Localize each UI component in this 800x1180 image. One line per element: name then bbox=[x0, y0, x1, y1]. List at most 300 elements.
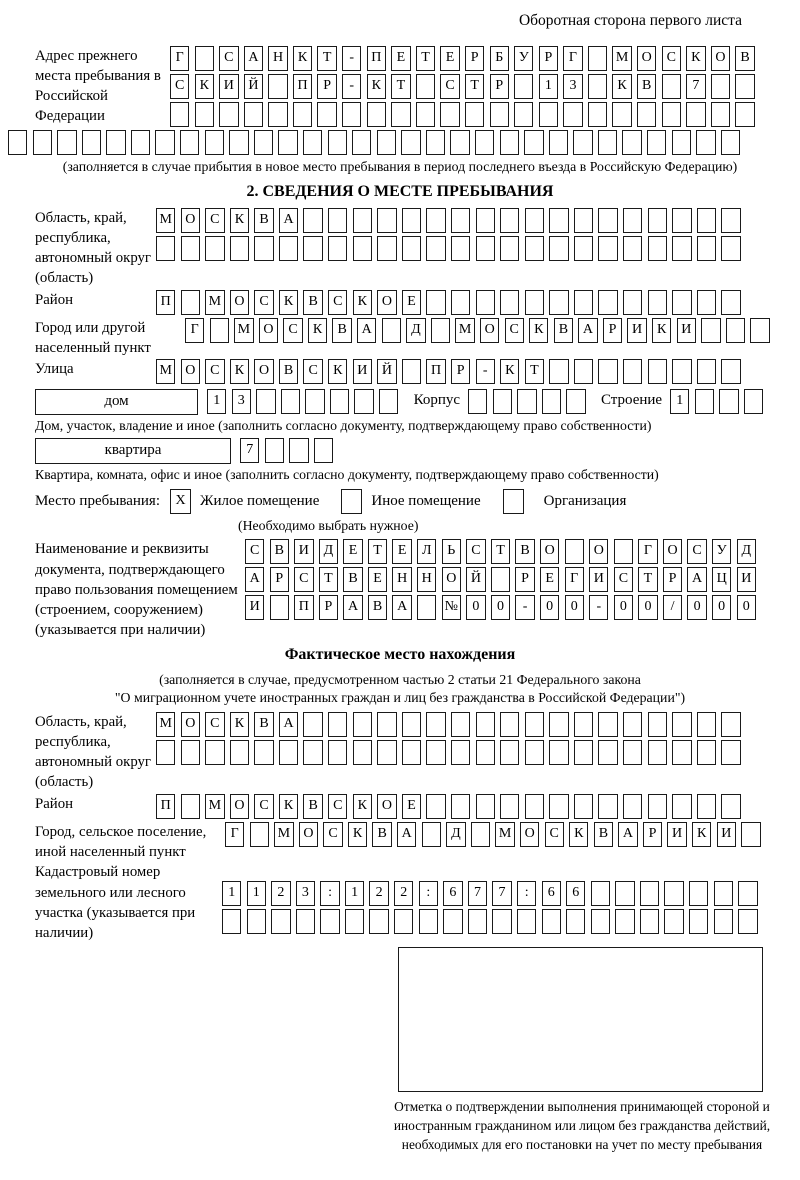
document-row-2 bbox=[245, 567, 761, 592]
char-cell: Р bbox=[465, 46, 484, 71]
char-cell: - bbox=[515, 595, 534, 620]
char-cell bbox=[33, 130, 52, 155]
char-cell: - bbox=[342, 74, 361, 99]
char-cell bbox=[588, 74, 607, 99]
char-cell: К bbox=[500, 359, 519, 384]
char-cell bbox=[205, 740, 224, 765]
actual-location-title: Фактическое место нахождения bbox=[284, 645, 516, 663]
char-cell: Е bbox=[391, 46, 410, 71]
header-note: Оборотная сторона первого листа bbox=[518, 12, 742, 29]
char-cell bbox=[721, 236, 740, 261]
char-cell: С bbox=[245, 539, 264, 564]
char-cell: Й bbox=[466, 567, 485, 592]
char-cell bbox=[254, 740, 273, 765]
char-cell bbox=[500, 208, 519, 233]
char-cell: : bbox=[517, 881, 536, 906]
char-cell bbox=[591, 881, 610, 906]
city-row bbox=[185, 318, 775, 343]
char-cell: С bbox=[545, 822, 564, 847]
char-cell: С bbox=[170, 74, 189, 99]
char-cell bbox=[181, 794, 200, 819]
char-cell bbox=[598, 794, 617, 819]
char-cell bbox=[614, 539, 633, 564]
char-cell bbox=[328, 740, 347, 765]
char-cell: М bbox=[612, 46, 631, 71]
char-cell bbox=[735, 74, 754, 99]
char-cell bbox=[493, 389, 512, 414]
street-block bbox=[0, 359, 800, 387]
char-cell: У bbox=[712, 539, 731, 564]
char-cell bbox=[598, 740, 617, 765]
char-cell bbox=[270, 595, 289, 620]
char-cell bbox=[170, 102, 189, 127]
char-cell bbox=[281, 389, 300, 414]
char-cell: С bbox=[254, 290, 273, 315]
char-cell bbox=[465, 102, 484, 127]
char-cell bbox=[615, 881, 634, 906]
actual-region-row-2 bbox=[156, 740, 746, 765]
char-cell bbox=[426, 290, 445, 315]
char-cell bbox=[517, 389, 536, 414]
char-cell bbox=[697, 712, 716, 737]
char-cell: М bbox=[234, 318, 253, 343]
char-cell: / bbox=[663, 595, 682, 620]
char-cell bbox=[549, 290, 568, 315]
char-cell bbox=[379, 389, 398, 414]
char-cell bbox=[664, 909, 683, 934]
char-cell bbox=[156, 740, 175, 765]
char-cell: Ь bbox=[442, 539, 461, 564]
char-cell bbox=[222, 909, 241, 934]
char-cell: Р bbox=[603, 318, 622, 343]
char-cell: И bbox=[589, 567, 608, 592]
char-cell bbox=[476, 290, 495, 315]
char-cell bbox=[402, 236, 421, 261]
char-cell: Р bbox=[451, 359, 470, 384]
char-cell: Р bbox=[490, 74, 509, 99]
char-cell bbox=[468, 389, 487, 414]
char-cell bbox=[402, 208, 421, 233]
city-label: Город или другой населенный пункт bbox=[35, 320, 151, 357]
char-cell: И bbox=[717, 822, 736, 847]
char-cell: И bbox=[737, 567, 756, 592]
char-cell bbox=[711, 74, 730, 99]
char-cell: В bbox=[303, 290, 322, 315]
char-cell bbox=[278, 130, 297, 155]
char-cell: К bbox=[279, 794, 298, 819]
char-cell: К bbox=[293, 46, 312, 71]
char-cell bbox=[500, 236, 519, 261]
char-cell bbox=[416, 74, 435, 99]
char-cell bbox=[637, 102, 656, 127]
char-cell bbox=[539, 102, 558, 127]
char-cell: Р bbox=[643, 822, 662, 847]
char-cell bbox=[468, 909, 487, 934]
char-cell: Д bbox=[737, 539, 756, 564]
char-cell: К bbox=[529, 318, 548, 343]
char-cell bbox=[525, 236, 544, 261]
char-cell bbox=[726, 318, 745, 343]
char-cell bbox=[303, 130, 322, 155]
char-cell bbox=[426, 740, 445, 765]
char-cell: А bbox=[392, 595, 411, 620]
char-cell bbox=[451, 208, 470, 233]
char-cell bbox=[210, 318, 229, 343]
char-cell: А bbox=[618, 822, 637, 847]
char-cell bbox=[672, 130, 691, 155]
char-cell: Г bbox=[225, 822, 244, 847]
char-cell: В bbox=[372, 822, 391, 847]
char-cell bbox=[525, 740, 544, 765]
char-cell: О bbox=[377, 794, 396, 819]
char-cell: Д bbox=[446, 822, 465, 847]
char-cell bbox=[353, 236, 372, 261]
char-cell bbox=[451, 236, 470, 261]
region-row-1 bbox=[156, 208, 746, 233]
char-cell: - bbox=[342, 46, 361, 71]
char-cell: - bbox=[476, 359, 495, 384]
document-row-3 bbox=[245, 595, 761, 620]
char-cell: С bbox=[205, 712, 224, 737]
char-cell: 1 bbox=[539, 74, 558, 99]
char-cell bbox=[317, 102, 336, 127]
char-cell: С bbox=[614, 567, 633, 592]
region-row-2 bbox=[156, 236, 746, 261]
cadastre-grids bbox=[222, 881, 763, 937]
char-cell: Г bbox=[565, 567, 584, 592]
char-cell bbox=[328, 130, 347, 155]
char-cell bbox=[426, 208, 445, 233]
char-cell: О bbox=[377, 290, 396, 315]
char-cell: Г bbox=[170, 46, 189, 71]
char-cell bbox=[640, 881, 659, 906]
char-cell: О bbox=[259, 318, 278, 343]
char-cell bbox=[549, 740, 568, 765]
char-cell bbox=[451, 290, 470, 315]
char-cell bbox=[345, 909, 364, 934]
char-cell: 0 bbox=[712, 595, 731, 620]
char-cell: 7 bbox=[468, 881, 487, 906]
char-cell: В bbox=[368, 595, 387, 620]
char-cell: Е bbox=[440, 46, 459, 71]
char-cell bbox=[689, 881, 708, 906]
char-cell bbox=[476, 740, 495, 765]
char-cell: В bbox=[332, 318, 351, 343]
char-cell bbox=[721, 290, 740, 315]
char-cell: К bbox=[692, 822, 711, 847]
cadastre-row-1 bbox=[222, 881, 763, 906]
char-cell bbox=[662, 74, 681, 99]
char-cell bbox=[738, 881, 757, 906]
char-cell: М bbox=[455, 318, 474, 343]
cadastre-label: Кадастровый номер земельного или лесного участка (указывается при наличии) bbox=[35, 864, 196, 941]
char-cell bbox=[289, 438, 308, 463]
char-cell: К bbox=[230, 359, 249, 384]
char-cell: 0 bbox=[614, 595, 633, 620]
district-block bbox=[0, 290, 800, 318]
char-cell bbox=[588, 46, 607, 71]
checkbox-organization bbox=[503, 489, 524, 514]
char-cell: С bbox=[328, 290, 347, 315]
char-cell bbox=[419, 909, 438, 934]
cadastre-block bbox=[0, 862, 800, 942]
char-cell: П bbox=[156, 794, 175, 819]
char-cell: К bbox=[348, 822, 367, 847]
prev-address-row-4 bbox=[0, 130, 800, 155]
char-cell: Е bbox=[343, 539, 362, 564]
char-cell bbox=[598, 290, 617, 315]
district-label: Район bbox=[35, 292, 74, 309]
char-cell: С bbox=[687, 539, 706, 564]
char-cell: Т bbox=[319, 567, 338, 592]
apartment-cells bbox=[240, 438, 338, 463]
char-cell bbox=[230, 740, 249, 765]
prev-address-caption: (заполняется в случае прибытия в новое место пребывания в период последнего въезда в Российскую Федерацию) bbox=[62, 159, 738, 174]
char-cell bbox=[131, 130, 150, 155]
char-cell: К bbox=[195, 74, 214, 99]
char-cell bbox=[563, 102, 582, 127]
char-cell bbox=[450, 130, 469, 155]
char-cell bbox=[623, 359, 642, 384]
char-cell bbox=[696, 130, 715, 155]
option-organization-label: Организация bbox=[543, 492, 627, 509]
char-cell bbox=[623, 740, 642, 765]
char-cell: О bbox=[181, 712, 200, 737]
char-cell bbox=[268, 74, 287, 99]
house-line bbox=[0, 389, 800, 417]
char-cell bbox=[574, 712, 593, 737]
char-cell bbox=[672, 236, 691, 261]
char-cell bbox=[525, 794, 544, 819]
actual-city-label: Город, сельское поселение, иной населенный пункт bbox=[35, 824, 207, 861]
char-cell: Л bbox=[417, 539, 436, 564]
char-cell bbox=[352, 130, 371, 155]
char-cell: М bbox=[495, 822, 514, 847]
char-cell: В bbox=[279, 359, 298, 384]
char-cell bbox=[354, 389, 373, 414]
char-cell: Р bbox=[539, 46, 558, 71]
char-cell bbox=[8, 130, 27, 155]
char-cell: Д bbox=[406, 318, 425, 343]
char-cell: С bbox=[662, 46, 681, 71]
char-cell bbox=[524, 130, 543, 155]
char-cell: И bbox=[245, 595, 264, 620]
char-cell bbox=[367, 102, 386, 127]
char-cell bbox=[622, 130, 641, 155]
char-cell: О bbox=[181, 208, 200, 233]
street-row bbox=[156, 359, 746, 384]
char-cell: О bbox=[589, 539, 608, 564]
char-cell bbox=[254, 130, 273, 155]
char-cell bbox=[598, 236, 617, 261]
char-cell: 1 bbox=[345, 881, 364, 906]
char-cell bbox=[598, 359, 617, 384]
char-cell: Р bbox=[319, 595, 338, 620]
actual-city-block bbox=[0, 822, 800, 862]
char-cell bbox=[566, 909, 585, 934]
char-cell: Р bbox=[317, 74, 336, 99]
char-cell: О bbox=[299, 822, 318, 847]
char-cell: 1 bbox=[207, 389, 226, 414]
char-cell bbox=[443, 909, 462, 934]
stroenie-label: Строение bbox=[600, 391, 663, 408]
char-cell: Е bbox=[540, 567, 559, 592]
char-cell bbox=[648, 290, 667, 315]
char-cell bbox=[514, 74, 533, 99]
char-cell bbox=[265, 438, 284, 463]
char-cell: Е bbox=[392, 539, 411, 564]
char-cell bbox=[271, 909, 290, 934]
char-cell bbox=[205, 130, 224, 155]
char-cell: У bbox=[514, 46, 533, 71]
char-cell bbox=[320, 909, 339, 934]
char-cell: 0 bbox=[687, 595, 706, 620]
actual-region-label: Область, край, республика, автономный округ (область) bbox=[35, 713, 151, 791]
char-cell bbox=[648, 712, 667, 737]
char-cell bbox=[744, 389, 763, 414]
char-cell bbox=[574, 740, 593, 765]
char-cell: К bbox=[328, 359, 347, 384]
char-cell bbox=[695, 389, 714, 414]
char-cell bbox=[394, 909, 413, 934]
char-cell: 1 bbox=[247, 881, 266, 906]
char-cell bbox=[476, 712, 495, 737]
document-row-1 bbox=[245, 539, 761, 564]
char-cell: № bbox=[442, 595, 461, 620]
char-cell bbox=[525, 290, 544, 315]
prev-address-row-2 bbox=[170, 74, 760, 99]
char-cell: К bbox=[612, 74, 631, 99]
char-cell: И bbox=[219, 74, 238, 99]
char-cell bbox=[500, 130, 519, 155]
char-cell: 0 bbox=[737, 595, 756, 620]
char-cell bbox=[598, 208, 617, 233]
char-cell: К bbox=[279, 290, 298, 315]
actual-region-row-1 bbox=[156, 712, 746, 737]
char-cell: 7 bbox=[686, 74, 705, 99]
apartment-line bbox=[0, 438, 800, 466]
char-cell bbox=[247, 909, 266, 934]
char-cell: Д bbox=[319, 539, 338, 564]
char-cell: 0 bbox=[491, 595, 510, 620]
char-cell bbox=[549, 712, 568, 737]
char-cell bbox=[377, 740, 396, 765]
house-cells bbox=[207, 389, 404, 414]
char-cell bbox=[697, 359, 716, 384]
char-cell bbox=[648, 208, 667, 233]
char-cell: К bbox=[353, 290, 372, 315]
char-cell bbox=[648, 236, 667, 261]
char-cell: Т bbox=[465, 74, 484, 99]
house-caption: Дом, участок, владение и иное (заполнить согласно документу, подтверждающему право собственности) bbox=[35, 417, 652, 433]
apartment-caption: Квартира, комната, офис и иное (заполнить согласно документу, подтверждающему право собственности) bbox=[35, 466, 659, 482]
char-cell: Й bbox=[377, 359, 396, 384]
char-cell bbox=[574, 359, 593, 384]
char-cell bbox=[268, 102, 287, 127]
document-block bbox=[0, 539, 800, 640]
char-cell bbox=[721, 130, 740, 155]
char-cell bbox=[181, 740, 200, 765]
char-cell: С bbox=[219, 46, 238, 71]
char-cell bbox=[382, 318, 401, 343]
char-cell: : bbox=[419, 881, 438, 906]
char-cell bbox=[588, 102, 607, 127]
char-cell: Е bbox=[402, 794, 421, 819]
city-block bbox=[0, 318, 800, 358]
char-cell bbox=[377, 236, 396, 261]
char-cell bbox=[525, 712, 544, 737]
char-cell bbox=[156, 236, 175, 261]
confirmation-mark-box bbox=[398, 947, 763, 1092]
char-cell bbox=[721, 712, 740, 737]
char-cell: 6 bbox=[443, 881, 462, 906]
korpus-label: Корпус bbox=[413, 391, 461, 408]
char-cell bbox=[219, 102, 238, 127]
char-cell bbox=[525, 208, 544, 233]
char-cell bbox=[369, 909, 388, 934]
char-cell bbox=[303, 712, 322, 737]
char-cell bbox=[697, 208, 716, 233]
char-cell bbox=[451, 794, 470, 819]
char-cell bbox=[721, 740, 740, 765]
apartment-label-box: квартира bbox=[35, 438, 231, 464]
char-cell: Т bbox=[368, 539, 387, 564]
char-cell bbox=[697, 290, 716, 315]
char-cell: П bbox=[426, 359, 445, 384]
option-other-premises-label: Иное помещение bbox=[371, 492, 481, 509]
actual-district-block bbox=[0, 794, 800, 822]
char-cell bbox=[648, 740, 667, 765]
char-cell: П bbox=[293, 74, 312, 99]
char-cell bbox=[256, 389, 275, 414]
char-cell: Б bbox=[490, 46, 509, 71]
char-cell bbox=[476, 236, 495, 261]
char-cell bbox=[598, 712, 617, 737]
char-cell bbox=[353, 712, 372, 737]
char-cell bbox=[517, 909, 536, 934]
char-cell bbox=[426, 236, 445, 261]
char-cell bbox=[573, 130, 592, 155]
char-cell: О bbox=[254, 359, 273, 384]
char-cell: Р bbox=[270, 567, 289, 592]
char-cell: О bbox=[230, 794, 249, 819]
prev-address-row-1 bbox=[170, 46, 760, 71]
char-cell bbox=[181, 290, 200, 315]
char-cell bbox=[451, 712, 470, 737]
char-cell: М bbox=[156, 359, 175, 384]
char-cell bbox=[672, 208, 691, 233]
char-cell bbox=[741, 822, 760, 847]
char-cell bbox=[293, 102, 312, 127]
char-cell: К bbox=[308, 318, 327, 343]
char-cell: Н bbox=[268, 46, 287, 71]
char-cell bbox=[426, 794, 445, 819]
char-cell: М bbox=[205, 290, 224, 315]
char-cell: В bbox=[554, 318, 573, 343]
region-block bbox=[0, 208, 800, 288]
char-cell: 2 bbox=[271, 881, 290, 906]
char-cell bbox=[672, 794, 691, 819]
char-cell: М bbox=[274, 822, 293, 847]
char-cell bbox=[500, 740, 519, 765]
char-cell: 7 bbox=[492, 881, 511, 906]
char-cell bbox=[591, 909, 610, 934]
char-cell bbox=[574, 794, 593, 819]
char-cell: : bbox=[320, 881, 339, 906]
char-cell bbox=[180, 130, 199, 155]
char-cell: О bbox=[540, 539, 559, 564]
char-cell bbox=[598, 130, 617, 155]
